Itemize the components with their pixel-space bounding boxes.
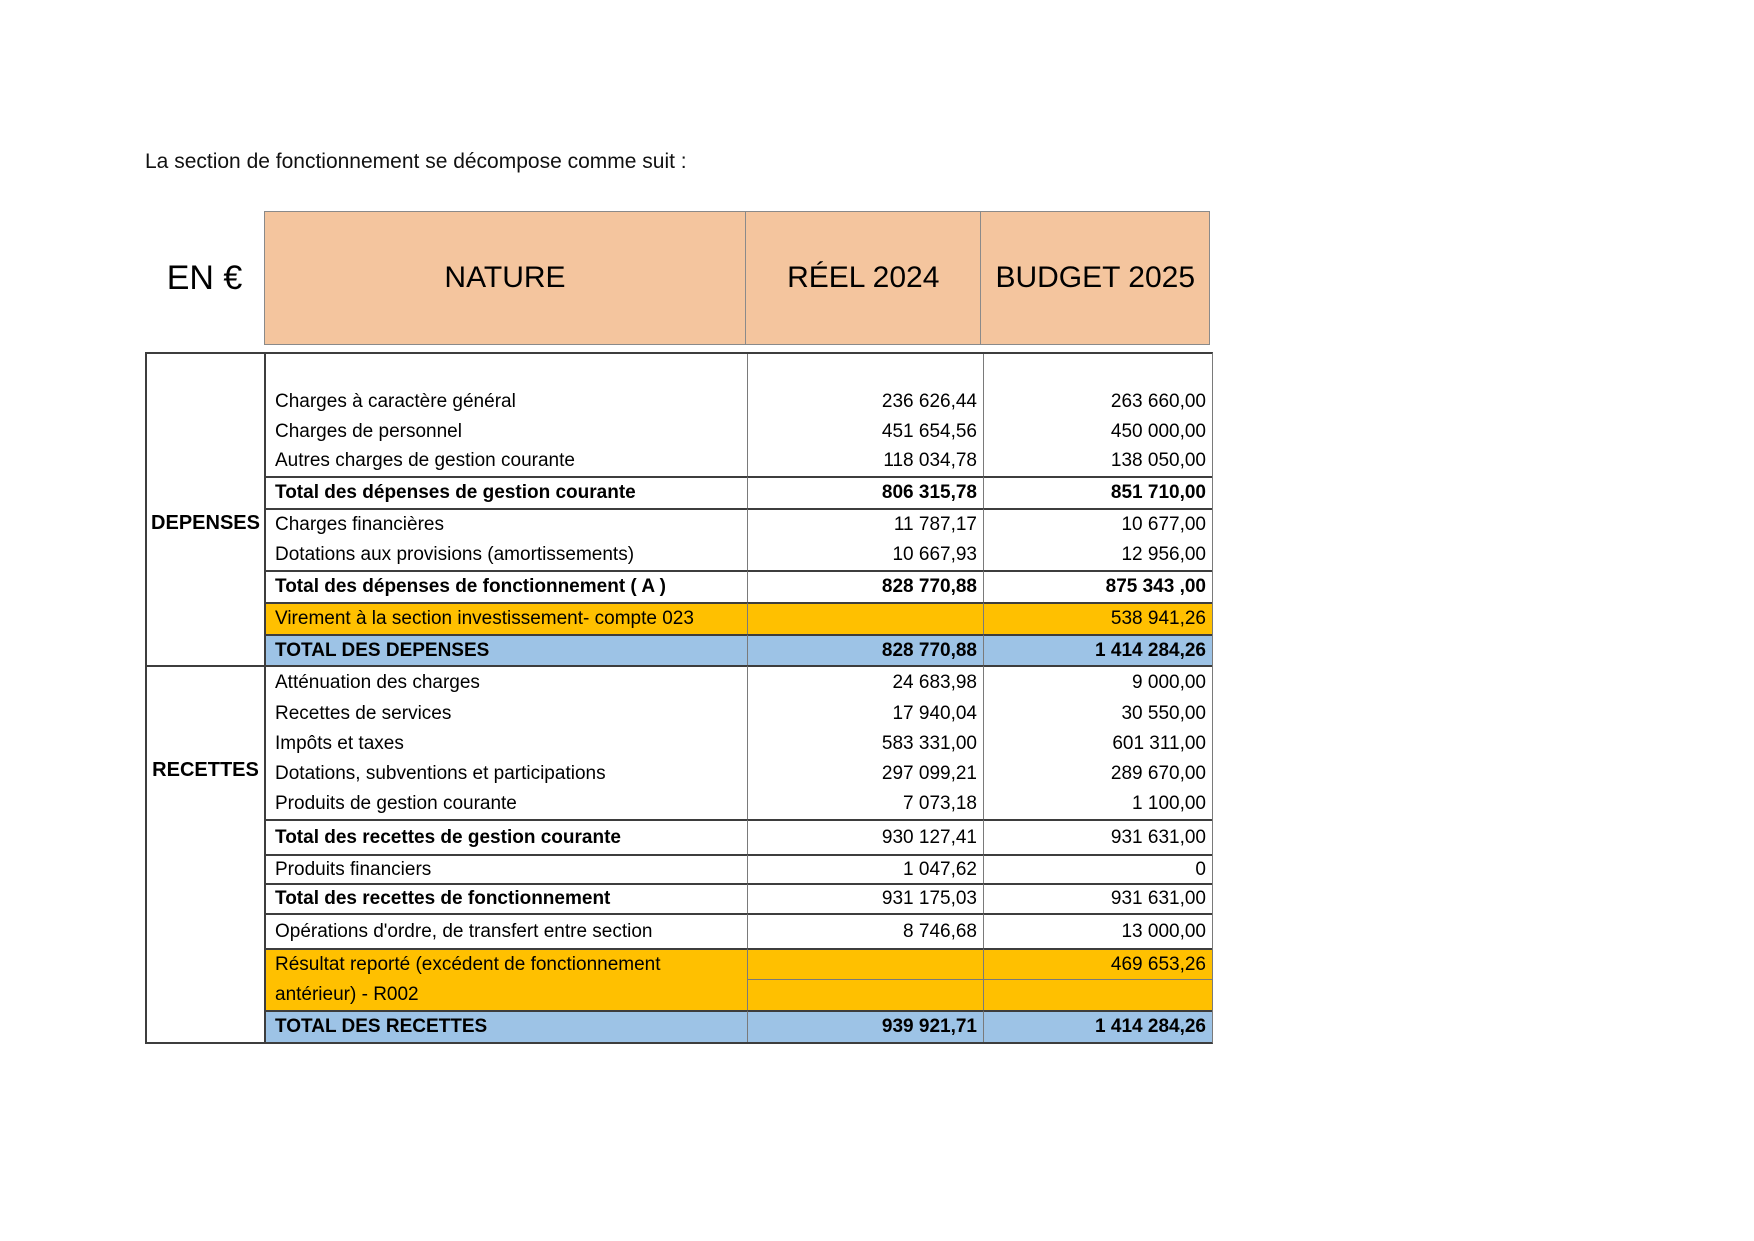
- col-header-nature: NATURE: [444, 261, 566, 294]
- reel-2024-value: 17 940,04: [747, 699, 983, 729]
- budget-2025-value: 12 956,00: [983, 540, 1212, 570]
- budget-2025-value: 0: [983, 854, 1212, 883]
- reel-2024-value: 583 331,00: [747, 729, 983, 758]
- unit-label: EN €: [166, 258, 243, 297]
- budget-2025-value: 931 631,00: [983, 819, 1212, 854]
- reel-2024-value: 451 654,56: [747, 417, 983, 446]
- budget-2025-value: 538 941,26: [983, 602, 1212, 634]
- budget-2025-value: 289 670,00: [983, 758, 1212, 789]
- row-label: Total des dépenses de gestion courante: [266, 476, 747, 508]
- budget-2025-value: 450 000,00: [983, 417, 1212, 446]
- reel-2024-value: 828 770,88: [747, 634, 983, 665]
- reel-2024-value: 236 626,44: [747, 387, 983, 417]
- budget-2025-value: 469 653,26: [983, 948, 1212, 979]
- reel-2024-value: 11 787,17: [747, 508, 983, 540]
- budget-2025-value: 1 414 284,26: [983, 1010, 1212, 1042]
- col-header-budget-2025: BUDGET 2025: [980, 212, 1209, 344]
- budget-2025-value: 931 631,00: [983, 883, 1212, 913]
- budget-2025-value: 10 677,00: [983, 508, 1212, 540]
- row-label: Opérations d'ordre, de transfert entre section: [266, 913, 747, 948]
- budget-2025-value: 30 550,00: [983, 699, 1212, 729]
- row-label: Total des dépenses de fonctionnement ( A ): [266, 570, 747, 602]
- reel-2024-value: 828 770,88: [747, 570, 983, 602]
- row-label: Impôts et taxes: [275, 732, 404, 754]
- budget-2025-value: 263 660,00: [983, 387, 1212, 417]
- table-header-row: [264, 211, 1210, 345]
- col-header-reel-2024: RÉEL 2024: [745, 212, 981, 344]
- row-label: Virement à la section investissement- compte 023: [266, 602, 747, 634]
- budget-2025-value: 138 050,00: [983, 446, 1212, 476]
- reel-2024-value: 10 667,93: [747, 540, 983, 570]
- reel-2024-value: [747, 948, 983, 979]
- section-label-depenses: DEPENSES: [147, 354, 266, 665]
- spacer-cell: [983, 354, 1212, 387]
- reel-2024-value: 118 034,78: [747, 446, 983, 476]
- reel-2024-value: 930 127,41: [747, 819, 983, 854]
- budget-2025-value: 851 710,00: [983, 476, 1212, 508]
- row-label: Recettes de services: [275, 703, 452, 724]
- reel-2024-value: 806 315,78: [747, 476, 983, 508]
- budget-2025-value: 601 311,00: [983, 729, 1212, 758]
- reel-2024-value: 297 099,21: [747, 758, 983, 789]
- row-label-line2: antérieur) - R002: [275, 984, 419, 1005]
- row-label: Autres charges de gestion courante: [275, 450, 575, 471]
- row-label: Produits financiers: [266, 854, 747, 883]
- row-label: TOTAL DES RECETTES: [266, 1010, 747, 1042]
- budget-2025-value: 9 000,00: [983, 665, 1212, 699]
- row-label: Total des recettes de gestion courante: [266, 819, 747, 854]
- row-label-line1: Résultat reporté (excédent de fonctionnement: [275, 954, 661, 975]
- budget-2025-value: 1 414 284,26: [983, 634, 1212, 665]
- spacer-cell: [747, 354, 983, 387]
- budget-2025-value: 875 343 ,00: [983, 570, 1212, 602]
- reel-2024-value: 939 921,71: [747, 1010, 983, 1042]
- reel-2024-value: 7 073,18: [747, 789, 983, 819]
- reel-2024-value: [747, 979, 983, 1010]
- budget-2025-value: 13 000,00: [983, 913, 1212, 948]
- reel-2024-value: 8 746,68: [747, 913, 983, 948]
- row-label: Charges financières: [266, 508, 747, 540]
- budget-2025-value: [983, 979, 1212, 1010]
- reel-2024-value: [747, 602, 983, 634]
- budget-2025-value: 1 100,00: [983, 789, 1212, 819]
- page-heading: La section de fonctionnement se décompose comme suit :: [145, 150, 687, 173]
- row-label: Dotations, subventions et participations: [275, 762, 606, 784]
- row-label: Total des recettes de fonctionnement: [266, 883, 747, 913]
- row-label: Atténuation des charges: [266, 665, 747, 699]
- reel-2024-value: 1 047,62: [747, 854, 983, 883]
- row-label: Charges de personnel: [275, 420, 462, 442]
- row-label: Charges à caractère général: [275, 391, 516, 412]
- reel-2024-value: 24 683,98: [747, 665, 983, 699]
- table-body: [145, 352, 1213, 1044]
- section-label-recettes: RECETTES: [147, 665, 266, 1042]
- spacer-cell: [266, 354, 747, 387]
- row-label: Dotations aux provisions (amortissements): [275, 544, 635, 565]
- reel-2024-value: 931 175,03: [747, 883, 983, 913]
- row-label: TOTAL DES DEPENSES: [266, 634, 747, 665]
- row-label: [266, 948, 747, 1010]
- row-label: Produits de gestion courante: [275, 793, 517, 814]
